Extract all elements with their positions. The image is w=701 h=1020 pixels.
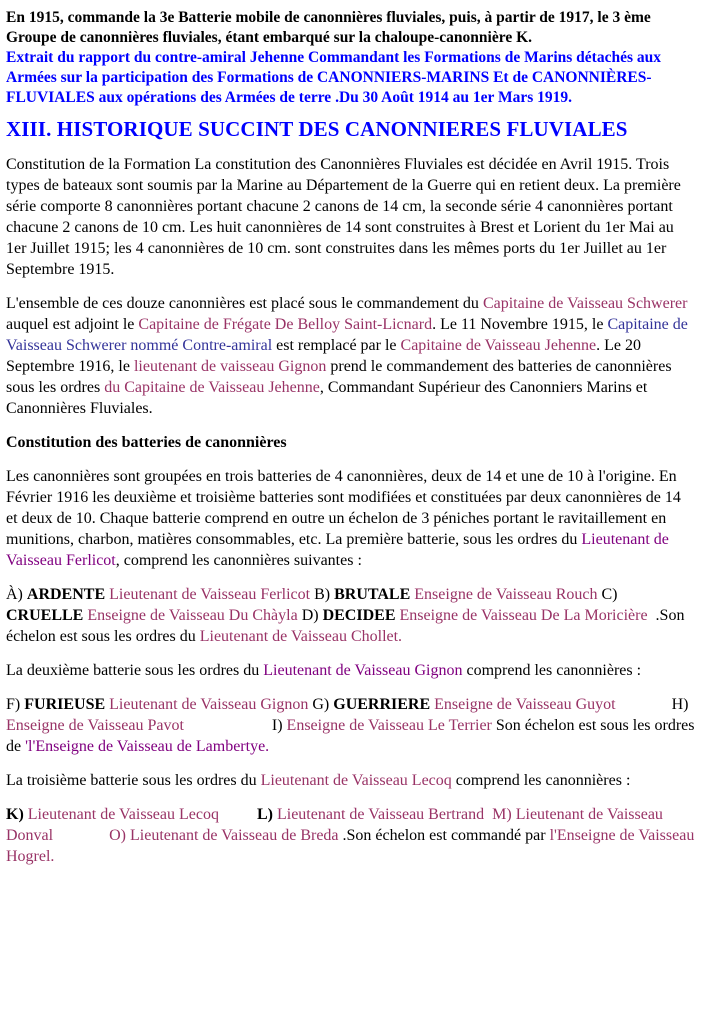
paragraph-command: [6, 293, 695, 419]
boat-name: BRUTALE: [334, 586, 411, 603]
item-label: C): [597, 586, 618, 603]
officer-name: l'Enseigne de Vaisseau Hogrel.: [6, 827, 695, 865]
item-label: H): [671, 696, 689, 713]
officer-name: Lieutenant de Vaisseau Chollet.: [199, 628, 403, 645]
officer-name: Lieutenant de Vaisseau Bertrand: [272, 806, 485, 823]
intro-biography: En 1915, commande la 3e Batterie mobile de canonnières fluviales, puis, à partir de 1917, le 3 ème Groupe de canonnières fluviales, étant embarqué sur la chaloupe-canonnière K.: [6, 9, 651, 46]
officer-name: Lieutenant de Vaisseau Ferlicot: [105, 586, 311, 603]
item-label: I): [271, 717, 287, 734]
officer-name: Capitaine de Vaisseau Jehenne: [400, 337, 597, 354]
officer-name: Lieutenant de Vaisseau Gignon: [263, 662, 463, 679]
officer-name: Enseigne de Vaisseau Pavot: [6, 717, 184, 734]
battery2-intro: [6, 660, 695, 681]
boat-name: GUERRIERE: [333, 696, 431, 713]
officer-name: Enseigne de Vaisseau Le Terrier: [286, 717, 492, 734]
officer-name: Lieutenant de Vaisseau Donval: [6, 806, 663, 844]
text: La deuxième batterie sous les ordres du: [6, 662, 264, 679]
item-label: D): [297, 607, 323, 624]
intro-report-extract: Extrait du rapport du contre-amiral Jehenne Commandant les Formations de Marins détachés aux Armées sur la participation des Formations de CANONNIERS-MARINS Et de CANONNIÈRES-FLUVIALES aux opérations des Armées de terre .Du 30 Août 1914 au 1er Mars 1919.: [6, 49, 661, 106]
text: , comprend les canonnières suivantes :: [115, 552, 362, 569]
officer-name: Enseigne de Vaisseau Rouch: [410, 586, 598, 603]
text: auquel est adjoint le: [6, 316, 139, 333]
text: La troisième batterie sous les ordres du: [6, 772, 261, 789]
officer-name: Enseigne de Vaisseau Du Chàyla: [83, 607, 298, 624]
battery3-intro: [6, 770, 695, 791]
officer-name: Capitaine de Vaisseau Schwerer: [482, 295, 688, 312]
text: L'ensemble de ces douze canonnières est placé sous le commandement du: [6, 295, 483, 312]
item-label: O): [109, 827, 130, 844]
text: .Son échelon est commandé par: [338, 827, 550, 844]
text: , Commandant Supérieur des Canonniers Marins et Canonnières Fluviales.: [6, 379, 648, 417]
boat-name: CRUELLE: [6, 607, 84, 624]
officer-name: Capitaine de Frégate De Belloy Saint-Licnard: [138, 316, 433, 333]
paragraph-formation: Constitution de la Formation La constitution des Canonnières Fluviales est décidée en Avril 1915. Trois types de bateaux sont soumis par la Marine au Département de la Guerre qui en retient deux. La première série comporte 8 canonnières portant chacune 2 canons de 14 cm, la seconde série 4 canonnières portant chacune 2 canons de 10 cm. Les huit canonnières de 14 sont construites à Brest et Lorient du 1er Mai au 1er Juillet 1915; les 4 canonnières de 10 cm. sont construites dans les mêmes ports du 1er Juillet au 1er Septembre 1915.: [6, 156, 681, 278]
officer-name: Enseigne de Vaisseau De La Moricière: [395, 607, 648, 624]
intro-block: [6, 8, 695, 108]
text: Les canonnières sont groupées en trois batteries de 4 canonnières, deux de 14 et une de 10 à l'origine. En Février 1916 les deuxième et troisième batteries sont modifiées et constituées par deux canonnières de 14 et deux de 10. Chaque batterie comprend en outre un échelon de 3 péniches portant le ravitaillement en munitions, charbon, matières consommables, etc. La première batterie, sous les ordres du: [6, 468, 681, 548]
paragraph-batteries: [6, 466, 695, 571]
item-label: B): [310, 586, 335, 603]
boat-name: DECIDEE: [322, 607, 396, 624]
officer-name: 'l'Enseigne de Vaisseau de Lambertye.: [25, 738, 270, 755]
text: .Son échelon est sous les ordres du: [6, 607, 689, 645]
text: . Le 11 Novembre 1915, le: [432, 316, 608, 333]
item-label: À): [6, 586, 27, 603]
text: comprend les canonnières :: [462, 662, 642, 679]
item-label: M): [484, 806, 516, 823]
officer-name: du Capitaine de Vaisseau Jehenne: [104, 379, 320, 396]
item-label: F): [6, 696, 25, 713]
battery1-list: [6, 584, 695, 647]
item-label: K): [6, 806, 24, 823]
text: Son échelon est sous les ordres de: [6, 717, 695, 755]
officer-name: Lieutenant de Vaisseau Lecoq: [23, 806, 219, 823]
item-label: G): [308, 696, 334, 713]
boat-name: ARDENTE: [26, 586, 106, 603]
battery2-list: [6, 694, 695, 757]
officer-name: Lieutenant de Vaisseau Gignon: [105, 696, 309, 713]
text: est remplacé par le: [272, 337, 401, 354]
text: prend le commandement des batteries de canonnières sous les ordres: [6, 358, 672, 396]
boat-name: FURIEUSE: [24, 696, 106, 713]
officer-name: lieutenant de vaisseau Gignon: [133, 358, 327, 375]
officer-name: Capitaine de Vaisseau Schwerer nommé Contre-amiral: [6, 316, 688, 354]
text: comprend les canonnières :: [451, 772, 631, 789]
battery3-list: [6, 804, 695, 867]
subheading-batteries: Constitution des batteries de canonnières: [6, 434, 287, 451]
item-label: L): [256, 806, 273, 823]
text: . Le 20 Septembre 1916, le: [6, 337, 642, 375]
officer-name: Enseigne de Vaisseau Guyot: [430, 696, 616, 713]
officer-name: Lieutenant de Vaisseau Ferlicot: [6, 531, 669, 569]
officer-name: Lieutenant de Vaisseau Lecoq: [260, 772, 452, 789]
section-title: XIII. HISTORIQUE SUCCINT DES CANONNIERES FLUVIALES: [6, 117, 628, 141]
officer-name: Lieutenant de Vaisseau de Breda: [130, 827, 339, 844]
